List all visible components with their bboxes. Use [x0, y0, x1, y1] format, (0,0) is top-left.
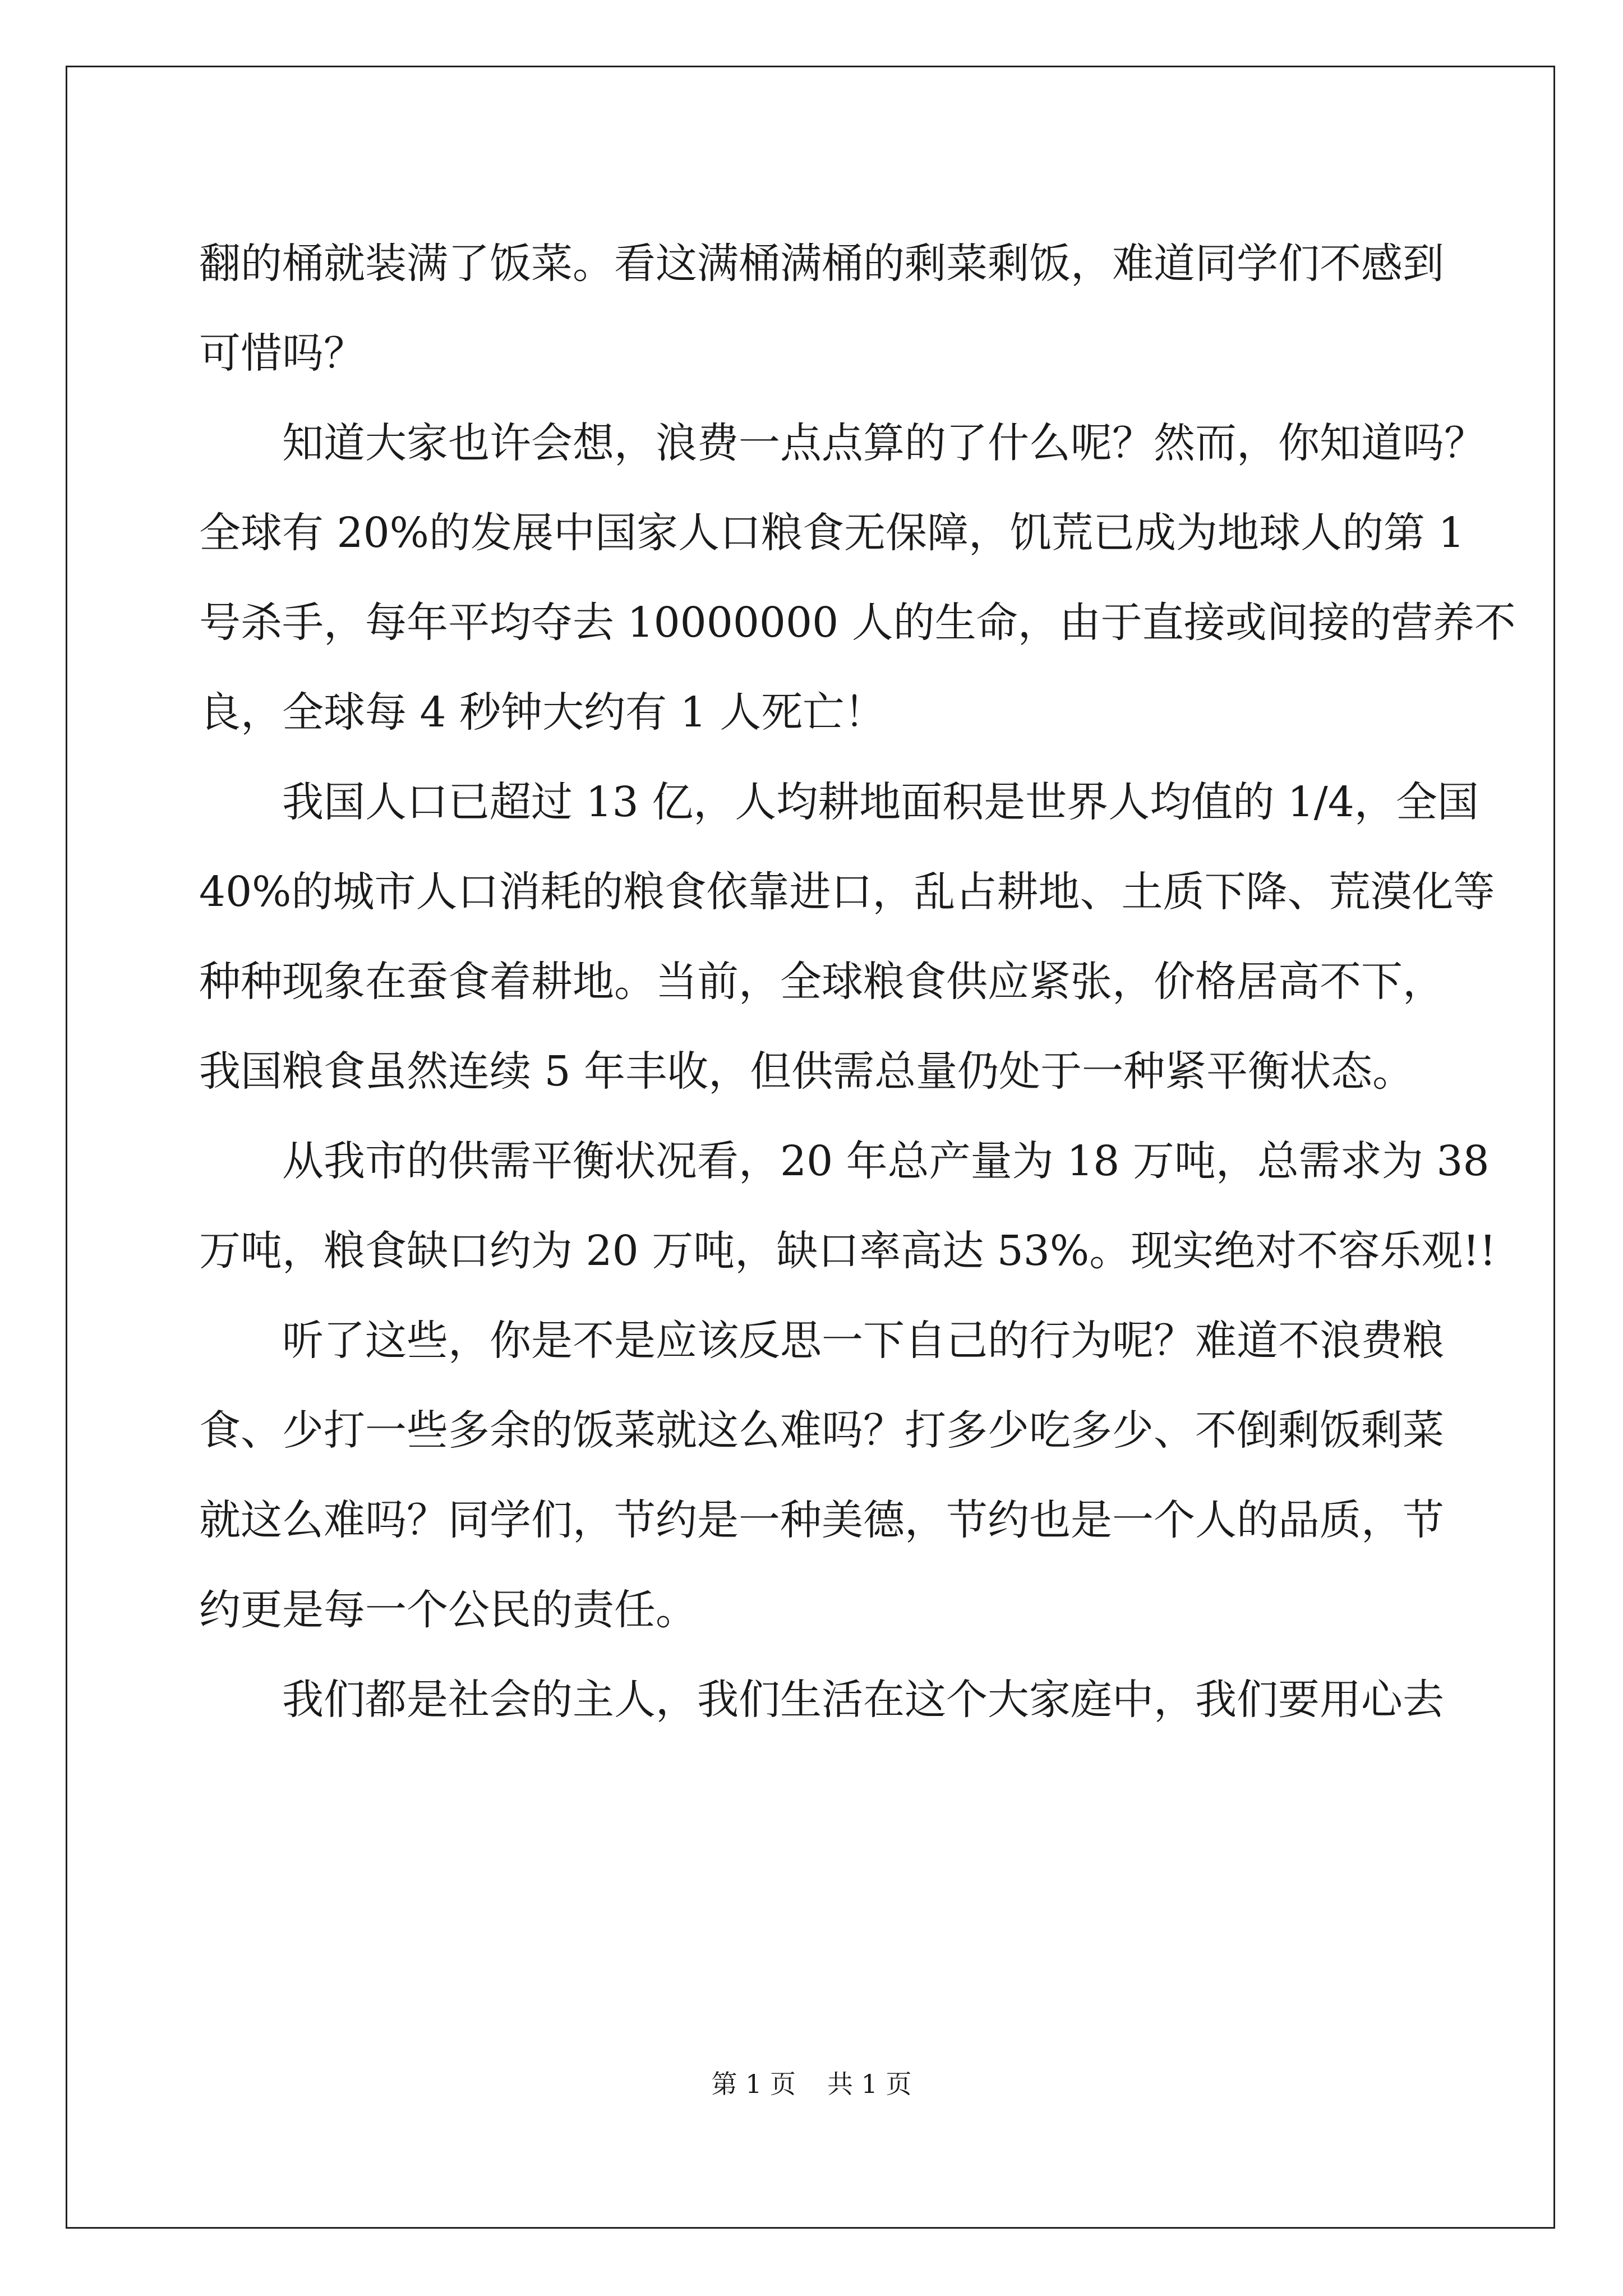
text-line-6: 良，全球每 4 秒钟大约有 1 人死亡！: [199, 688, 886, 737]
document-body: [199, 219, 1516, 1745]
page-total: 共 1 页: [827, 2069, 912, 2099]
text-line-12: 万吨，粮食缺口约为 20 万吨，缺口率高达 53%。现实绝对不容乐观!!: [199, 1227, 1496, 1275]
text-line-10: 我国粮食虽然连续 5 年丰收，但供需总量仍处于一种紧平衡状态。: [199, 1047, 1414, 1096]
text-line-4: 全球有 20%的发展中国家人口粮食无保障，饥荒已成为地球人的第 1: [199, 509, 1465, 557]
text-line-9: 种种现象在蚕食着耕地。当前，全球粮食供应紧张，价格居高不下，: [199, 958, 1444, 1006]
text-line-11: 从我市的供需平衡状况看，20 年总产量为 18 万吨，总需求为 38: [282, 1137, 1490, 1185]
text-line-14: 食、少打一些多余的饭菜就这么难吗？打多少吃多少、不倒剩饭剩菜: [199, 1406, 1444, 1455]
page-footer: [0, 2067, 1623, 2101]
text-line-16: 约更是每一个公民的责任。: [199, 1586, 697, 1634]
text-line-1: 翻的桶就装满了饭菜。看这满桶满桶的剩菜剩饭，难道同学们不感到: [199, 240, 1444, 288]
text-line-8: 40%的城市人口消耗的粮食依靠进口，乱占耕地、土质下降、荒漠化等: [199, 868, 1495, 916]
text-line-7: 我国人口已超过 13 亿，人均耕地面积是世界人均值的 1/4，全国: [282, 778, 1479, 826]
text-line-3: 知道大家也许会想，浪费一点点算的了什么呢？然而，你知道吗？: [282, 419, 1486, 467]
text-line-2: 可惜吗？: [199, 329, 365, 378]
page-number: 第 1 页: [711, 2069, 796, 2099]
text-line-15: 就这么难吗？同学们，节约是一种美德，节约也是一个人的品质，节: [199, 1496, 1444, 1544]
text-line-13: 听了这些，你是不是应该反思一下自己的行为呢？难道不浪费粮: [282, 1317, 1444, 1365]
text-line-5: 号杀手，每年平均夺去 10000000 人的生命，由于直接或间接的营养不: [199, 599, 1516, 647]
text-line-17: 我们都是社会的主人，我们生活在这个大家庭中，我们要用心去: [282, 1676, 1444, 1724]
